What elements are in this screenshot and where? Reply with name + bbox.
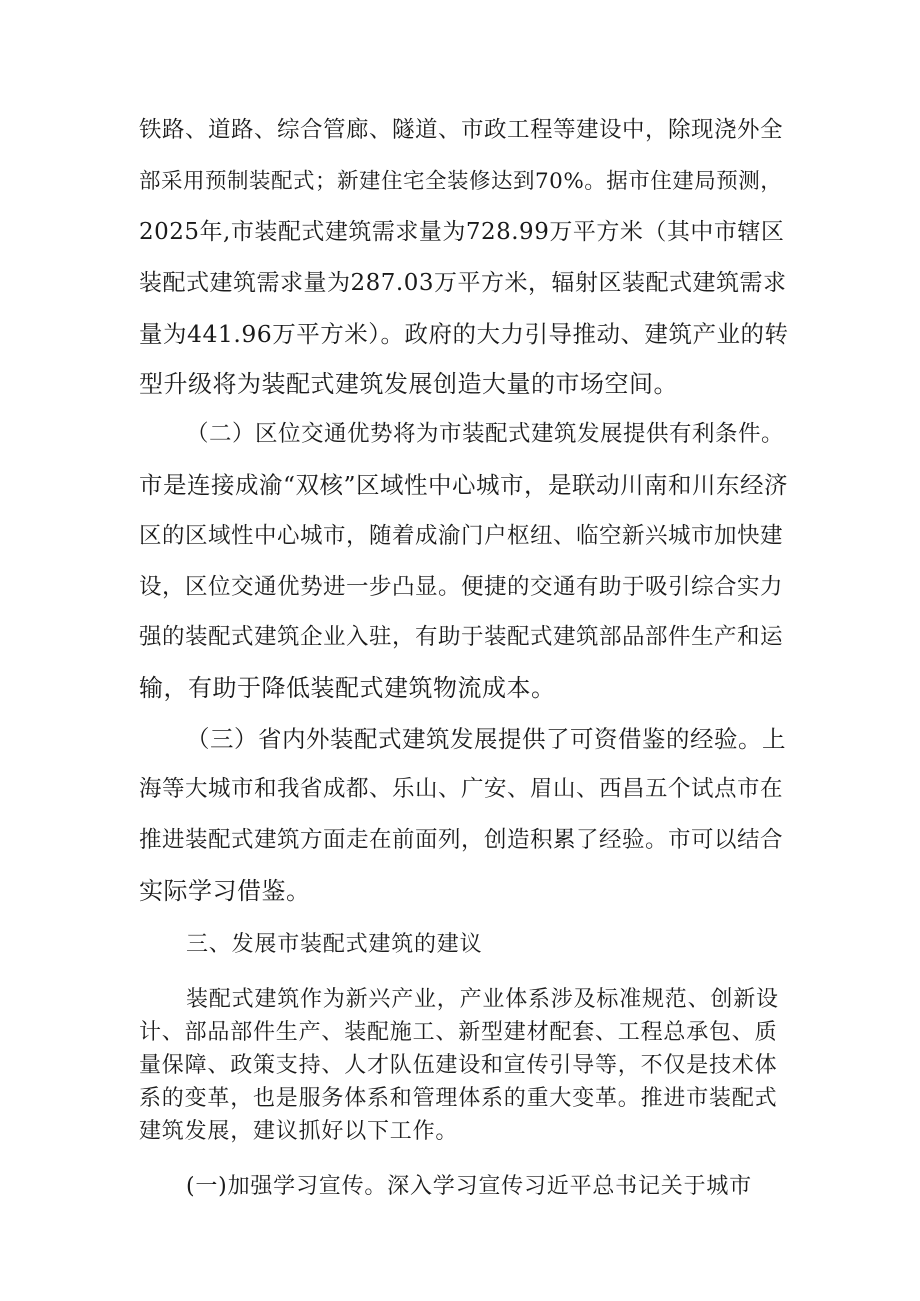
body-text-line: 量为441.96万平方米）。政府的大力引导推动、建筑产业的转 <box>139 320 789 348</box>
body-text-line: 市是连接成渝“双核”区域性中心城市，是联动川南和川东经济 <box>139 471 789 499</box>
body-text-line: 量保障、政策支持、人才队伍建设和宣传引导等，不仅是技术体 <box>139 1053 778 1078</box>
body-text-line: 铁路、道路、综合管廊、隧道、市政工程等建设中，除现浇外全 <box>139 117 784 143</box>
body-text-line: 推进装配式建筑方面走在前面列，创造积累了经验。市可以结合 <box>139 827 784 853</box>
chapter-heading: 三、发展市装配式建筑的建议 <box>186 932 483 957</box>
body-text-line: 2025年,市装配式建筑需求量为728.99万平方米（其中市辖区 <box>139 219 785 245</box>
body-text-line: 计、部品部件生产、装配施工、新型建材配套、工程总承包、质 <box>139 1020 778 1045</box>
body-text-line: 部采用预制装配式；新建住宅全装修达到70%。据市住建局预测， <box>139 169 783 194</box>
body-text-line: 装配式建筑需求量为287.03万平方米，辐射区装配式建筑需求 <box>139 270 787 296</box>
section-heading-three: （三）省内外装配式建筑发展提供了可资借鉴的经验。上 <box>186 725 786 753</box>
body-text-line: 海等大城市和我省成都、乐山、广安、眉山、西昌五个试点市在 <box>139 776 784 802</box>
section-heading-two: （二）区位交通优势将为市装配式建筑发展提供有利条件。 <box>186 421 785 447</box>
body-text-line: 设，区位交通优势进一步凸显。便捷的交通有助于吸引综合实力 <box>139 574 784 600</box>
subsection-heading-one: (一)加强学习宣传。深入学习宣传习近平总书记关于城市 <box>186 1174 752 1199</box>
body-text-line: 区的区域性中心城市，随着成渝门户枢纽、临空新兴城市加快建 <box>139 523 784 549</box>
body-text-line: 装配式建筑作为新兴产业，产业体系涉及标准规范、创新设 <box>186 987 779 1012</box>
body-text-line: 型升级将为装配式建筑发展创造大量的市场空间。 <box>139 370 678 398</box>
body-text-line: 实际学习借鉴。 <box>139 877 311 905</box>
body-text-line: 系的变革，也是服务体系和管理体系的重大变革。推进市装配式 <box>139 1086 778 1111</box>
body-text-line: 强的装配式建筑企业入驻，有助于装配式建筑部品部件生产和运 <box>139 624 784 650</box>
body-text-line: 建筑发展，建议抓好以下工作。 <box>139 1119 459 1144</box>
body-text-line: 输，有助于降低装配式建筑物流成本。 <box>139 674 556 702</box>
